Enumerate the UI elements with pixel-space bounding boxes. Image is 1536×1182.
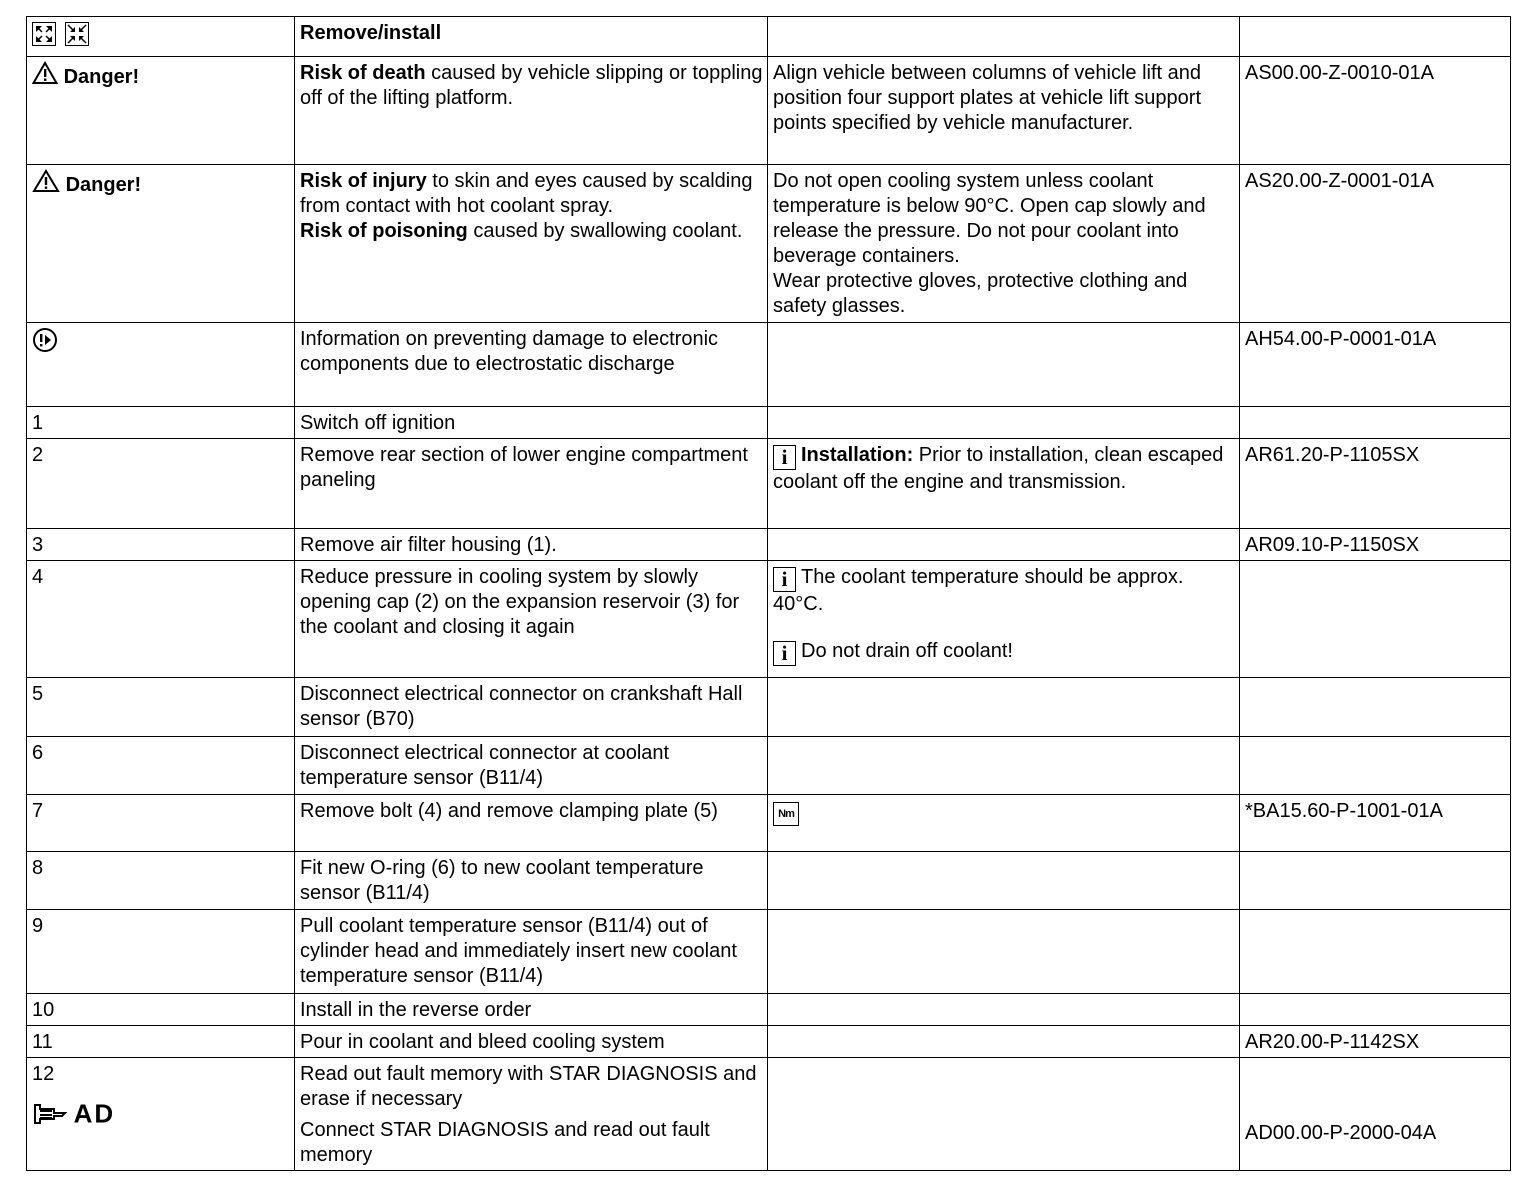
step-number: 11 [27,1026,295,1058]
step-number: 9 [27,910,295,994]
danger-label: Danger! [63,66,140,88]
info-icon: i [773,641,796,666]
table-row: 11 Pour in coolant and bleed cooling system AR20.00-P-1142SX [27,1026,1511,1058]
step-number: 6 [27,737,295,795]
step-number: 10 [27,994,295,1026]
table-row: 6 Disconnect electrical connector at coolant temperature sensor (B11/4) [27,737,1511,795]
info-icon: i [773,567,796,592]
esd-row: Information on preventing damage to electronic components due to electrostatic discharge AH54.00-P-0001-01A [27,323,1511,407]
step-number: 2 [27,439,295,529]
reference-link[interactable]: AS00.00-Z-0010-01A [1240,57,1511,165]
table-row: 10 Install in the reverse order [27,994,1511,1026]
step-number: 3 [27,529,295,561]
table-row: 9 Pull coolant temperature sensor (B11/4) out of cylinder head and immediately insert new coolant temperature sensor (B11/4) [27,910,1511,994]
step-number: 1 [27,407,295,439]
header-icons-cell [27,17,295,57]
torque-nm-icon[interactable]: Nm [773,802,799,826]
esd-notice-icon [32,336,58,358]
reference-link[interactable]: AD00.00-P-2000-04A [1245,1122,1437,1144]
danger-row: Danger! Risk of death caused by vehicle slipping or toppling off of the lifting platform. Align vehicle between columns of vehicle lift and position four support plates at vehicle lift support points specified by vehicle manufacturer. AS00.00-Z-0010-01A [27,57,1511,165]
safety-measure: Align vehicle between columns of vehicle lift and position four support plates at vehicle lift support points specified by vehicle manufacturer. [768,57,1240,165]
page-title: Remove/install [295,17,768,57]
table-row: 2 Remove rear section of lower engine compartment paneling i Installation: Prior to installation, clean escaped coolant off the engine and transmission. AR61.20-P-1105SX [27,439,1511,529]
reference-link[interactable]: AR09.10-P-1150SX [1240,529,1511,561]
safety-measure: Do not open cooling system unless coolant temperature is below 90°C. Open cap slowly and release the pressure. Do not pour coolant into beverage containers. Wear protective gloves, protective clothing and safety glasses. [768,165,1240,323]
reference-link[interactable]: AR20.00-P-1142SX [1240,1026,1511,1058]
table-row: 8 Fit new O-ring (6) to new coolant temperature sensor (B11/4) [27,852,1511,910]
procedure-table [26,16,1511,1171]
step-number: 4 [27,561,295,678]
danger-label: Danger! [65,174,142,196]
step-number: 7 [27,795,295,852]
table-row: 7 Remove bolt (4) and remove clamping plate (5) Nm *BA15.60-P-1001-01A [27,795,1511,852]
danger-row: Danger! Risk of injury to skin and eyes caused by scalding from contact with hot coolant spray. Risk of poisoning caused by swallowing coolant. Do not open cooling system unless coolant temperature is below 90°C. Open cap slowly and release the pressure. Do not pour coolant into beverage containers. Wear protective gloves, protective clothing and safety glasses. AS20.00-Z-0001-01A [27,165,1511,323]
table-row: 3 Remove air filter housing (1). AR09.10-P-1150SX [27,529,1511,561]
reference-link[interactable]: AH54.00-P-0001-01A [1240,323,1511,407]
info-icon: i [773,445,796,470]
table-row: 4 Reduce pressure in cooling system by slowly opening cap (2) on the expansion reservoir (3) for the coolant and closing it again i The coolant temperature should be approx. 40°C. i Do not drain off coolant! [27,561,1511,678]
table-row: 1 Switch off ignition [27,407,1511,439]
table-row: 5 Disconnect electrical connector on crankshaft Hall sensor (B70) [27,678,1511,737]
pointing-hand-icon [32,1102,74,1124]
step-number: 5 [27,678,295,737]
reference-link[interactable]: *BA15.60-P-1001-01A [1240,795,1511,852]
reference-link[interactable]: AS20.00-Z-0001-01A [1240,165,1511,323]
warning-triangle-icon [32,174,66,196]
ad-label: AD [73,1098,116,1129]
step-number: 12 [32,1063,55,1085]
reference-link[interactable]: AR61.20-P-1105SX [1240,439,1511,529]
header-row [27,17,1511,57]
step-number: 8 [27,852,295,910]
expand-icon[interactable] [32,22,56,46]
table-row: 12 AD Read out fault memory with STAR DIAGNOSIS and erase if necessary Connect STAR DIAGNOSIS and read out fault memory AD00.00-P-2000-04A [27,1058,1511,1171]
collapse-icon[interactable] [65,22,89,46]
warning-triangle-icon [32,66,64,88]
